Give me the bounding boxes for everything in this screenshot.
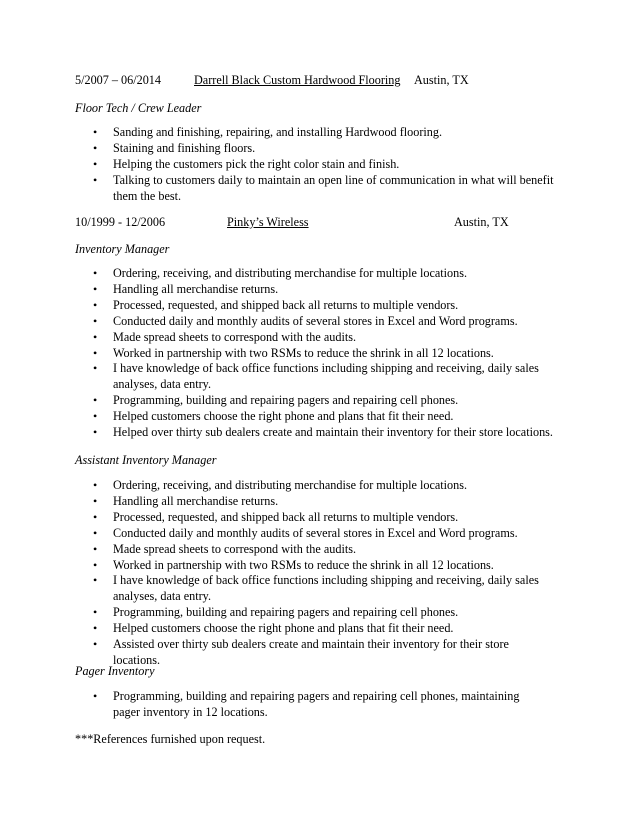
job-dates: 10/1999 - 12/2006	[75, 215, 166, 229]
job-company: Pinky’s Wireless	[227, 215, 309, 229]
bullet-item: • Staining and finishing floors.	[0, 141, 638, 157]
bullet-item: • Ordering, receiving, and distributing merchandise for multiple locations.	[0, 266, 638, 282]
bullet-item: • Handling all merchandise returns.	[0, 282, 638, 298]
job-location: Austin, TX	[414, 73, 469, 87]
bullet-item: • Helped customers choose the right phone and plans that fit their need.	[0, 409, 638, 425]
bullet-item: • Ordering, receiving, and distributing merchandise for multiple locations.	[0, 478, 638, 494]
bullet-item: • Worked in partnership with two RSMs to reduce the shrink in all 12 locations.	[0, 346, 638, 362]
bullet-item: • Handling all merchandise returns.	[0, 494, 638, 510]
role-title: Inventory Manager	[75, 242, 170, 256]
job-header	[75, 214, 555, 230]
bullet-item: • Helped customers choose the right phone and plans that fit their need.	[0, 621, 638, 637]
bullet-item: • Conducted daily and monthly audits of several stores in Excel and Word programs.	[0, 314, 638, 330]
bullet-item: • Made spread sheets to correspond with the audits.	[0, 330, 638, 346]
bullet-item: • Programming, building and repairing pagers and repairing cell phones, maintaining pager inventory in 12 locations.	[0, 689, 638, 721]
job-company: Darrell Black Custom Hardwood Flooring	[194, 73, 401, 87]
bullet-item: • Helped over thirty sub dealers create and maintain their inventory for their store locations.	[0, 425, 638, 441]
bullet-item: • Assisted over thirty sub dealers create and maintain their inventory for their store locations.	[0, 637, 638, 669]
bullet-item: • Sanding and finishing, repairing, and installing Hardwood flooring.	[0, 125, 638, 141]
job-location: Austin, TX	[454, 215, 509, 229]
bullet-item: • Programming, building and repairing pagers and repairing cell phones.	[0, 605, 638, 621]
role-title: Assistant Inventory Manager	[75, 453, 217, 467]
bullet-item: • Conducted daily and monthly audits of several stores in Excel and Word programs.	[0, 526, 638, 542]
job-dates: 5/2007 – 06/2014	[75, 73, 161, 87]
references-note: ***References furnished upon request.	[75, 732, 266, 746]
bullet-item: • Processed, requested, and shipped back all returns to multiple vendors.	[0, 510, 638, 526]
bullet-item: • Helping the customers pick the right color stain and finish.	[0, 157, 638, 173]
role-bullets	[0, 689, 638, 721]
role-bullets	[0, 125, 638, 205]
role-title: Floor Tech / Crew Leader	[75, 101, 202, 115]
bullet-item: • Talking to customers daily to maintain an open line of communication in what will benefit them the best.	[0, 173, 638, 205]
bullet-item: • Processed, requested, and shipped back all returns to multiple vendors.	[0, 298, 638, 314]
bullet-item: • I have knowledge of back office functions including shipping and receiving, daily sales analyses, data entry.	[0, 361, 638, 393]
bullet-item: • I have knowledge of back office functions including shipping and receiving, daily sales analyses, data entry.	[0, 573, 638, 605]
job-header	[75, 72, 555, 88]
bullet-item: • Programming, building and repairing pagers and repairing cell phones.	[0, 393, 638, 409]
bullet-item: • Worked in partnership with two RSMs to reduce the shrink in all 12 locations.	[0, 558, 638, 574]
role-bullets	[0, 478, 638, 669]
role-bullets	[0, 266, 638, 441]
bullet-item: • Made spread sheets to correspond with the audits.	[0, 542, 638, 558]
role-title: Pager Inventory	[75, 664, 155, 678]
